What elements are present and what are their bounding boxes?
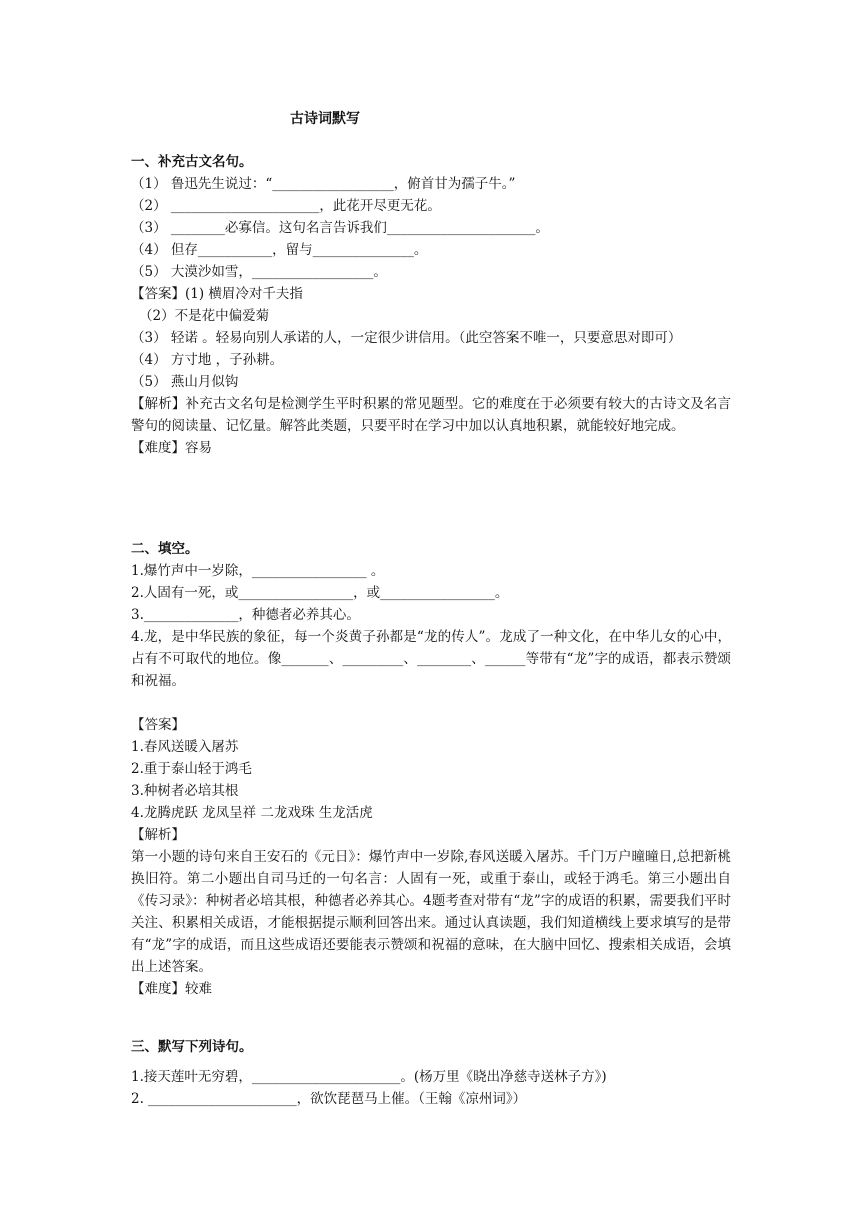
question-item: 2.人固有一死，或_________________，或_________________。 bbox=[131, 585, 509, 601]
question-item: 3.______________，种德者必养其心。 bbox=[131, 607, 360, 623]
analysis-paragraph: 第一小题的诗句来自王安石的《元日》：爆竹声中一岁除,春风送暖入屠苏。千门万户曈曈日,总把新桃换旧符。第二小题出自司马迁的一句名言：人固有一死，或重于泰山，或轻于鸿毛。第三小题出自《传习录》：种树者必培其根，种德者必养其心。4题考查对带有“龙”字的成语的积累，需要我们平时关注、积累相关成语，才能根据提示顺利回答出来。通过认真读题，我们知道横线上要求填写的是带有“龙”字的成语，而且这些成语还要能表示赞颂和祝福的意味，在大脑中回忆、搜索相关成语，会填出上述答案。 bbox=[131, 849, 731, 975]
answer-line: 【答案】(1) 横眉冷对千夫指 bbox=[131, 286, 303, 302]
answer-line: （4） 方寸地 ，子孙耕。 bbox=[131, 352, 284, 368]
question-item: （4） 但存___________，留与_______________。 bbox=[131, 242, 428, 258]
answer-line: 1.春风送暖入屠苏 bbox=[131, 739, 239, 755]
spacer bbox=[131, 1058, 731, 1066]
answer-label: 【答案】 bbox=[131, 717, 185, 733]
spacer bbox=[131, 692, 731, 714]
question-item: 2. ______________________，欲饮琵琶马上催。（王翰《凉州词》） bbox=[131, 1091, 527, 1107]
question-item: （2） ______________________，此花开尽更无花。 bbox=[131, 198, 441, 214]
section-1-heading: 一、补充古文名句。 bbox=[131, 154, 253, 170]
question-item: 1.爆竹声中一岁除，_________________ 。 bbox=[131, 563, 385, 579]
section-2 bbox=[131, 538, 731, 1000]
question-item: （5） 大漠沙如雪，__________________。 bbox=[131, 264, 387, 280]
analysis-paragraph: 【解析】补充古文名句是检测学生平时积累的常见题型。它的难度在于必须要有较大的古诗文及名言警句的阅读量、记忆量。解答此类题，只要平时在学习中加以认真地积累，就能较好地完成。 bbox=[131, 396, 731, 434]
document-title: 古诗词默写 bbox=[290, 111, 360, 127]
answer-line: 3.种树者必培其根 bbox=[131, 783, 239, 799]
question-item: （3） ________必寡信。这句名言告诉我们______________________。 bbox=[131, 220, 549, 236]
answer-line: （5） 燕山月似钩 bbox=[131, 374, 239, 390]
difficulty-label: 【难度】容易 bbox=[131, 440, 212, 456]
difficulty-label: 【难度】较难 bbox=[131, 981, 212, 997]
answer-line: 2.重于泰山轻于鸿毛 bbox=[131, 761, 252, 777]
analysis-label: 【解析】 bbox=[131, 827, 185, 843]
section-3-heading: 三、默写下列诗句。 bbox=[131, 1039, 253, 1055]
answer-line: （2）不是花中偏爱菊 bbox=[139, 308, 270, 324]
question-item: 1.接天莲叶无穷碧，______________________。(杨万里《晓出净慈寺送林子方》) bbox=[131, 1069, 607, 1085]
answer-line: （3） 轻诺 。轻易向别人承诺的人，一定很少讲信用。（此空答案不唯一，只要意思对即可） bbox=[131, 330, 682, 346]
answer-line: 4.龙腾虎跃 龙凤呈祥 二龙戏珠 生龙活虎 bbox=[131, 805, 373, 821]
section-2-heading: 二、填空。 bbox=[131, 541, 199, 557]
question-item: （1） 鲁迅先生说过：“__________________，俯首甘为孺子牛。” bbox=[131, 176, 516, 192]
question-item: 4.龙，是中华民族的象征，每一个炎黄子孙都是“龙的传人”。龙成了一种文化，在中华儿女的心中，占有不可取代的地位。像_______、_________、________、______等带有“龙”字的成语，都表示赞颂和祝福。 bbox=[131, 629, 731, 689]
section-1 bbox=[131, 151, 731, 459]
section-3 bbox=[131, 1036, 731, 1110]
